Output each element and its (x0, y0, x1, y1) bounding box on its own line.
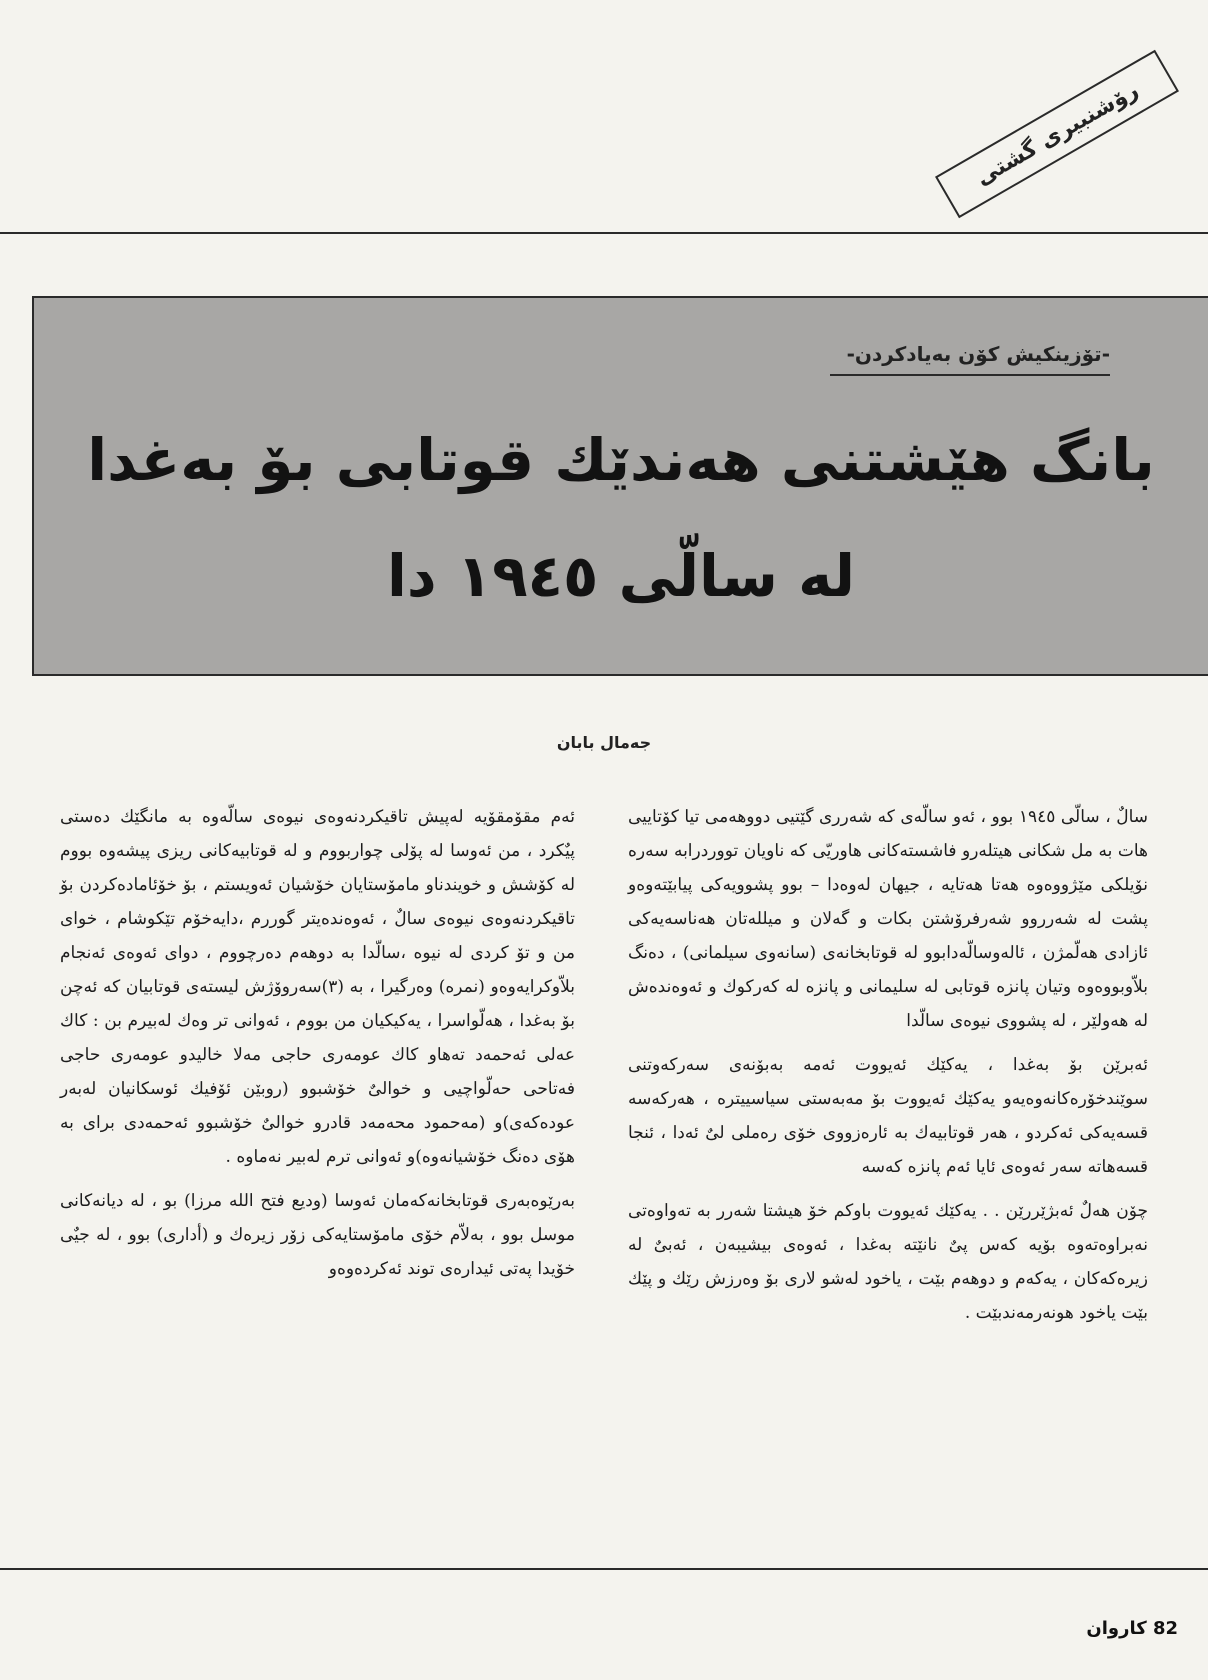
paragraph: سالٌ ، سالّی ١٩٤٥ بوو ، ئەو سالّەی کە شەرری گێتیی دووهەمی تیا کۆتاییی هات بە مل شکانی هیتلەرو فاشستەکانی هاوریّی کە ناویان تووردرابە سەرە نۆیلکی مێژووەوە هەتا هەتایە ، جیهان لەوەدا – بوو پشوویەکی پیابێتەوەو پشت لە شەرروو شەرفرۆشتن بکات و گەلان و میللەتان هەناسەیەکی ئازادی هەلّمژن ، ئالەوسالّەدابوو لە قوتابخانەی (سانەوی سیلمانی) ، دەنگ بلاّوبووەوە وتیان پانزە قوتابی لە سلیمانی و پانزە لە کەرکوك و ئەوەندەش لە هەولێر ، لە پشووی نیوەی سالّدا (628, 807, 1148, 1031)
bottom-rule (0, 1568, 1208, 1570)
headline-banner (32, 296, 1208, 676)
top-rule (0, 232, 1208, 234)
paragraph: چۆن هەلٌ ئەبژێررێن . . یەکێك ئەیووت باوکم خۆ هیشتا شەرر بە تەواوەتی نەبراوەتەوە بۆیە کەس پیٌ نانێتە بەغدا ، ئەوەی بیشیبەن ، ئەبیٌ لە زیرەکەکان ، یەکەم و دوهەم بێت ، یاخود لەشو لاری بۆ وەرزش رێك و پێك بێت یاخود هونەرمەندبێت . (628, 1201, 1148, 1323)
headline-line-1: بانگ هێشتنی هەندێك قوتابی بۆ بەغدا (87, 426, 1155, 494)
page-footer: 82 کاروان (1086, 1618, 1178, 1639)
paragraph: ئەبرێن بۆ بەغدا ، یەکێك ئەیووت ئەمە بەبۆنەی سەرکەوتنی سوێندخۆرەکانەوەیەو یەکێك ئەیووت بۆ مەبەستی سیاسییترە ، هەرکەسە قسەیەکی ئەکردو ، هەر قوتابیەك بە ئارەزووی خۆی رەملی لیٌ ئەدا ، ئنجا قسەهاتە سەر ئەوەی ئایا ئەم پانزە کەسە (628, 1055, 1148, 1177)
article-column-right (628, 800, 1148, 1340)
paragraph: بەرێوەبەری قوتابخانەکەمان ئەوسا (ودیع فتح الله مرزا) بو ، لە دیانەکانی موسل بوو ، بەلاّم خۆی مامۆستایەکی زۆر زیرەك و (أداری) بوو ، لە جیٌی خۆیدا پەتی ئیدارەی توند ئەکردەوەو (60, 1191, 575, 1279)
headline-line-2: له سالّی ١٩٤٥ دا (386, 542, 856, 610)
byline: جەمال بابان (556, 733, 652, 752)
article-column-left (60, 800, 575, 1296)
kicker: -تۆزینکیش کۆن بەیادکردن- (830, 342, 1110, 376)
paragraph: ئەم مقۆمقۆیە لەپیش تاقیکردنەوەی نیوەی سالّەوە بە مانگێك دەستی پیٌکرد ، من ئەوسا لە پۆلی چواربووم و لە قوتابیەکانی ریزی پیشەوە بووم لە کۆشش و خویندناو مامۆستایان خۆشیان ئەویستم ، بۆ خۆئامادەکردن بۆ تاقیکردنەوەی نیوەی سالٌ ، ئەوەندەیتر گوررم ،دایەخۆم تێکوشام ، خوای من و تۆ کردی لە نیوە ،سالّدا بە دوهەم دەرچووم ، دوای ئەوەی ئەنجام بلاّوکرایەوەو (نمرە) وەرگیرا ، بە (٣)سەروۆژش لیستەی قوتابیان کە ئەچن بۆ بەغدا ، هەلّواسرا ، یەکیکیان من بووم ، ئەوانی تر وەك لەبیرم بن : کاك عەلی ئەحمەد تەهاو کاك عومەری حاجی مەلا خالیدو عومەری حاجی فەتاحی حەلّواچیی و خوالیٌ خۆشبوو (روبێن ئۆفیك ئوسکانیان لەبەر عودەکەی)و (مەحمود محەمەد قادرو خوالیٌ خۆشبوو ئەحمەدی برای بە هۆی دەنگ خۆشیانەوە)و ئەوانی ترم لەبیر نەماوە . (60, 807, 575, 1167)
section-tag: رۆشنبیری گشتی (935, 50, 1179, 219)
